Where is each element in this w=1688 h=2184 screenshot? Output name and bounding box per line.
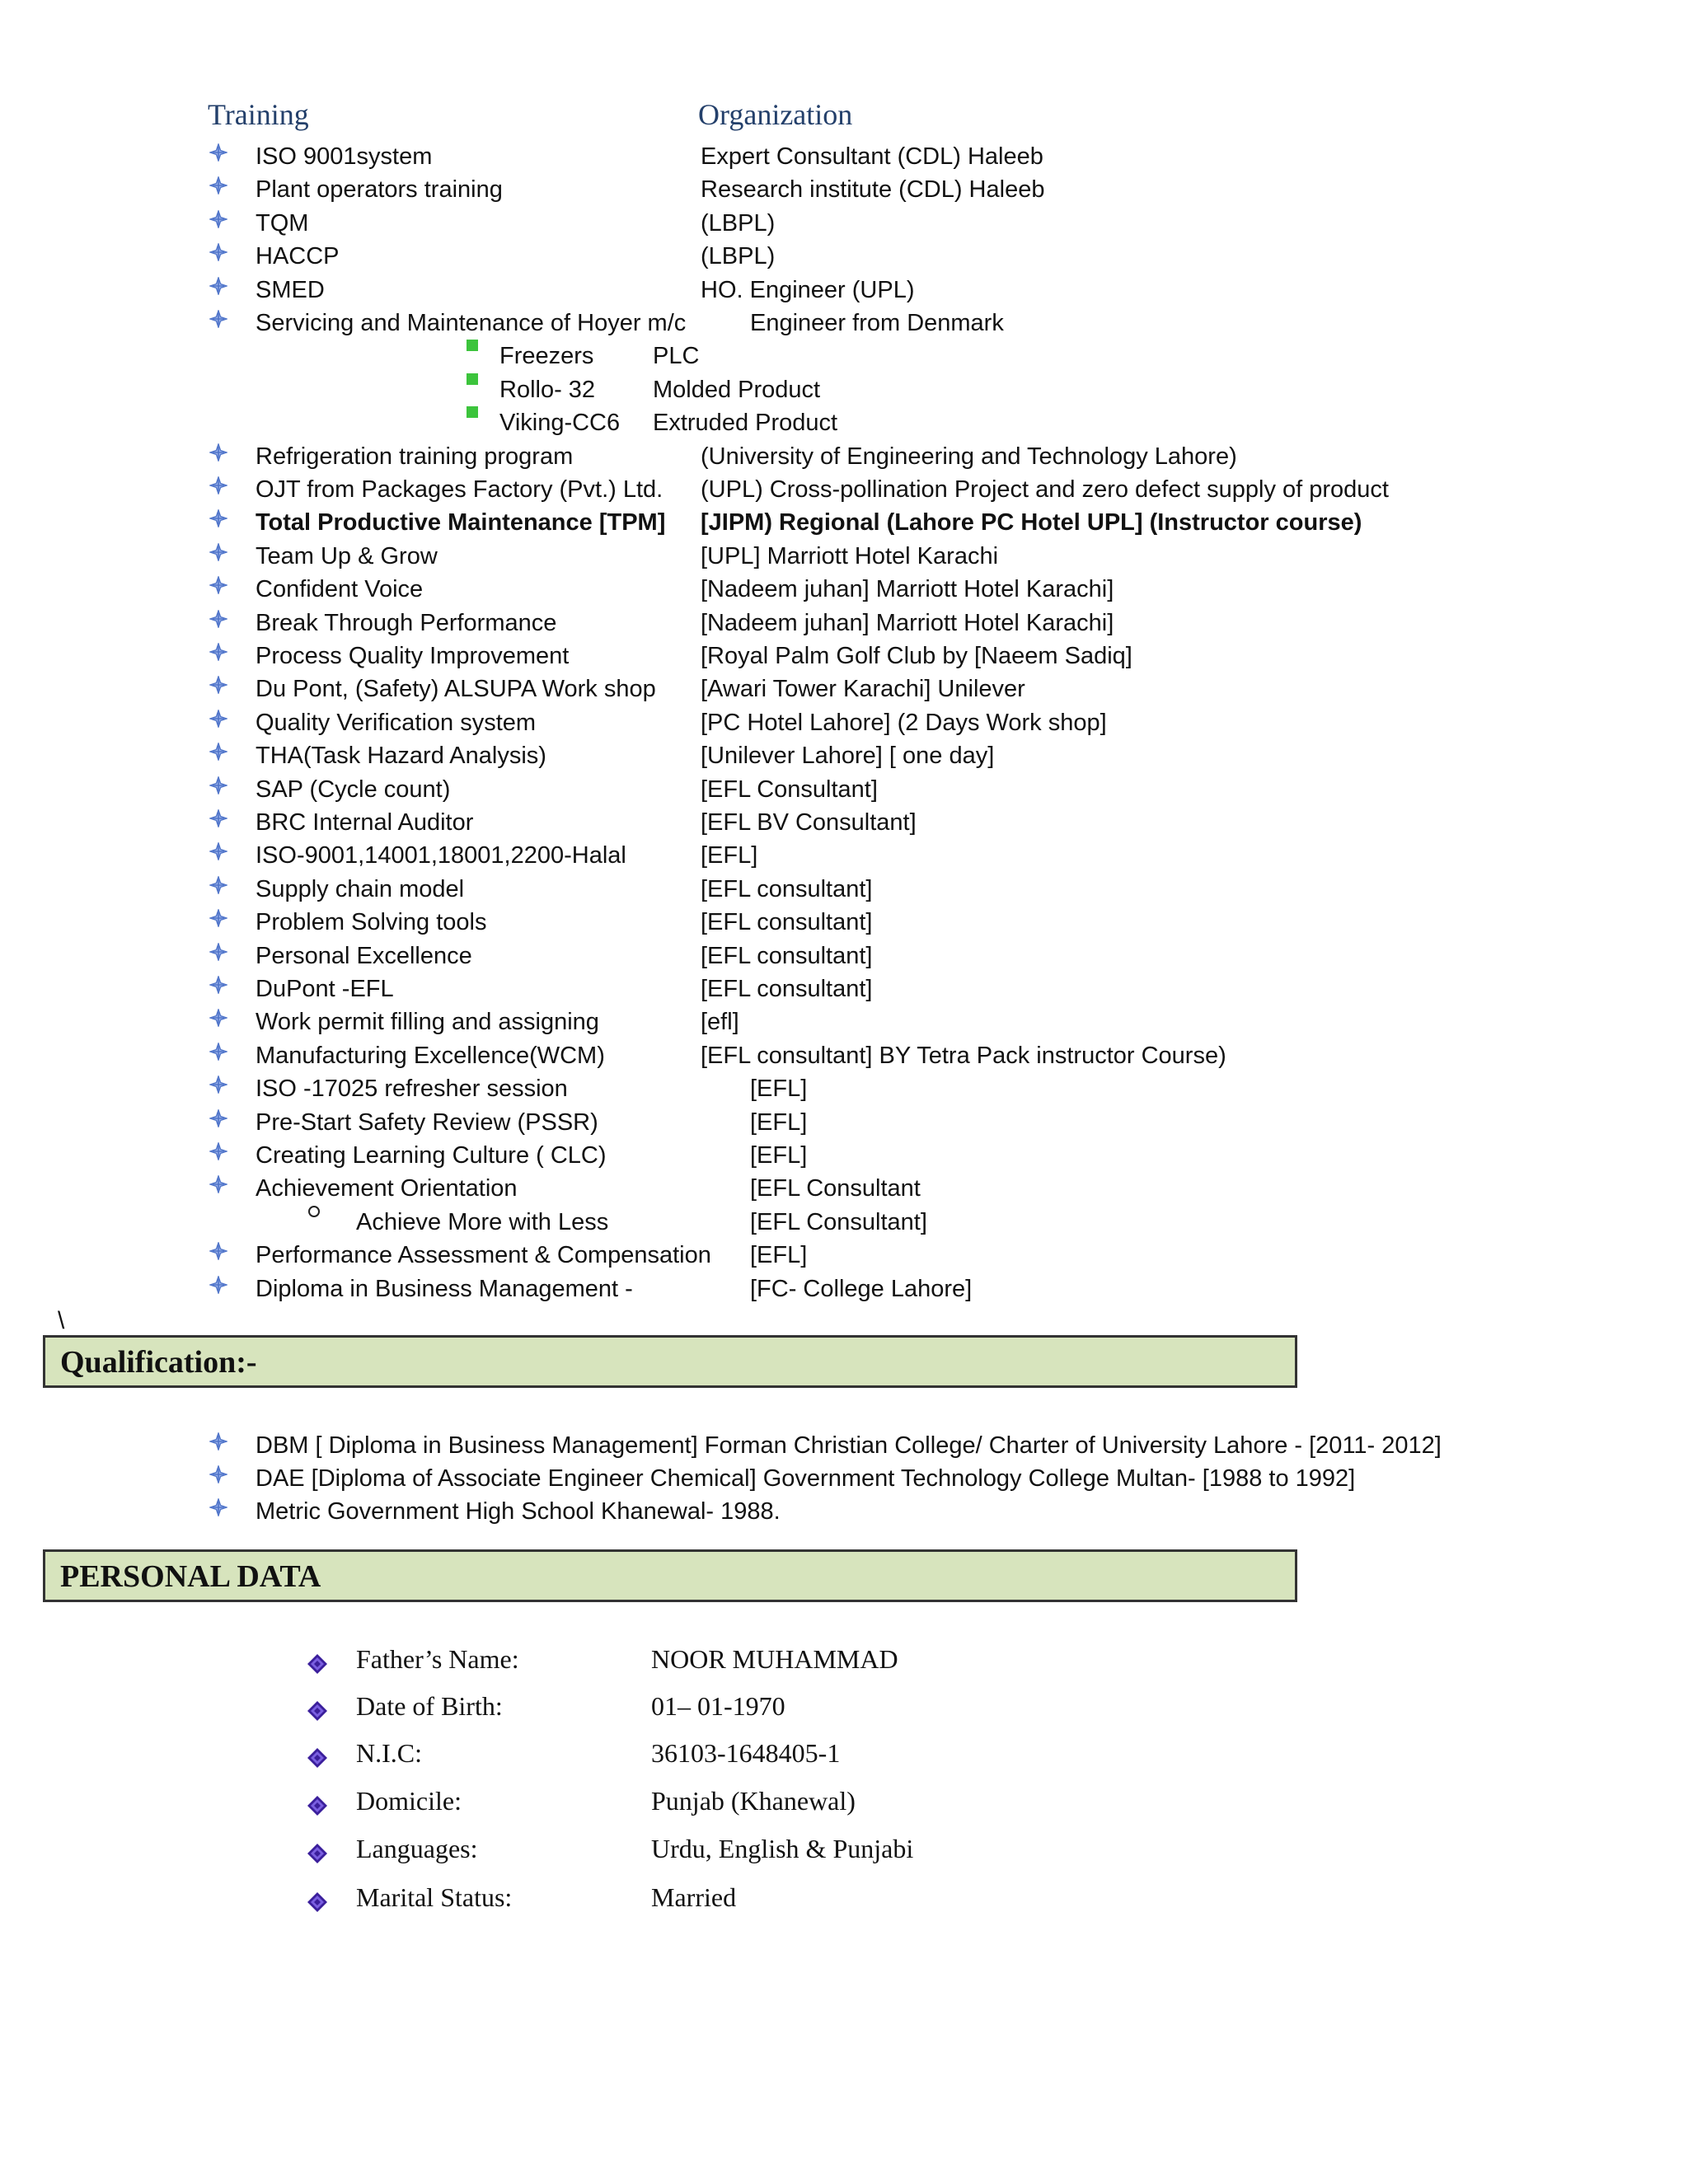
subitem-description: PLC — [653, 343, 700, 369]
training-row — [0, 806, 1688, 839]
cross-bullet-icon — [209, 1272, 232, 1305]
training-name: OJT from Packages Factory (Pvt.) Ltd. — [256, 476, 663, 503]
training-name: Work permit filling and assigning — [256, 1009, 599, 1035]
cross-bullet-icon — [209, 207, 232, 240]
cross-bullet-icon — [209, 440, 232, 473]
cross-bullet-icon — [209, 1495, 232, 1528]
personal-data-row — [0, 1734, 1688, 1772]
training-name: DuPont -EFL — [256, 976, 394, 1002]
training-organization: [EFL Consultant — [750, 1175, 921, 1202]
personal-data-row — [0, 1878, 1688, 1916]
cross-bullet-icon — [209, 240, 232, 273]
subitem-name: Achieve More with Less — [356, 1209, 609, 1235]
hoyer-subitem — [0, 406, 1688, 439]
training-name: Problem Solving tools — [256, 909, 487, 935]
cross-bullet-icon — [209, 773, 232, 806]
qualification-text: DBM [ Diploma in Business Management] Forman Christian College/ Charter of University Lahore - [2011- 2012] — [256, 1432, 1442, 1459]
training-row — [0, 506, 1688, 539]
training-name: TQM — [256, 210, 309, 237]
training-name: Diploma in Business Management - — [256, 1276, 633, 1302]
training-name: Refrigeration training program — [256, 443, 574, 470]
training-row — [0, 307, 1688, 340]
training-row — [0, 1106, 1688, 1139]
personal-data-value: 01– 01-1970 — [651, 1691, 785, 1721]
training-row — [0, 839, 1688, 872]
cross-bullet-icon — [209, 1172, 232, 1205]
cross-bullet-icon — [209, 1005, 232, 1038]
training-organization: [EFL] — [750, 1142, 808, 1169]
diamond-icon — [307, 1788, 328, 1810]
training-name: Team Up & Grow — [256, 543, 438, 569]
personal-data-row — [0, 1687, 1688, 1725]
cross-bullet-icon — [209, 873, 232, 906]
training-organization: [Awari Tower Karachi] Unilever — [701, 676, 1025, 702]
subitem-name: Viking-CC6 — [499, 410, 621, 436]
stray-backslash: \ — [58, 1307, 65, 1334]
personal-data-title: PERSONAL DATA — [60, 1559, 321, 1594]
hoyer-subitem — [0, 340, 1688, 373]
personal-data-label: N.I.C: — [356, 1738, 422, 1768]
hoyer-subitem — [0, 373, 1688, 406]
training-row — [0, 473, 1688, 506]
training-row — [0, 540, 1688, 573]
training-name: Manufacturing Excellence(WCM) — [256, 1043, 605, 1069]
training-organization: [efl] — [701, 1009, 739, 1035]
training-name: SMED — [256, 277, 325, 303]
qualification-text: DAE [Diploma of Associate Engineer Chemical] Government Technology College Multan- [1988 to 1992] — [256, 1465, 1356, 1492]
personal-data-value: Married — [651, 1882, 737, 1912]
personal-data-label: Date of Birth: — [356, 1691, 503, 1721]
training-row — [0, 440, 1688, 473]
cross-bullet-icon — [209, 972, 232, 1005]
cross-bullet-icon — [209, 607, 232, 640]
diamond-icon — [307, 1741, 328, 1762]
training-name: Confident Voice — [256, 576, 424, 602]
qualification-item — [0, 1462, 1688, 1495]
cross-bullet-icon — [209, 706, 232, 739]
training-name: Break Through Performance — [256, 610, 557, 636]
subitem-name: Freezers — [499, 343, 594, 369]
training-name: Plant operators training — [256, 176, 503, 203]
diamond-icon — [307, 1647, 328, 1668]
cross-bullet-icon — [209, 839, 232, 872]
training-row — [0, 1139, 1688, 1172]
training-name: Total Productive Maintenance [TPM] — [256, 509, 666, 536]
cross-bullet-icon — [209, 1462, 232, 1495]
training-organization: [Nadeem juhan] Marriott Hotel Karachi] — [701, 576, 1114, 602]
training-organization: [EFL] — [750, 1109, 808, 1136]
training-row — [0, 173, 1688, 206]
qualification-item — [0, 1495, 1688, 1528]
training-row — [0, 940, 1688, 972]
training-row — [0, 1039, 1688, 1072]
training-name: Pre-Start Safety Review (PSSR) — [256, 1109, 598, 1136]
training-name: ISO-9001,14001,18001,2200-Halal — [256, 842, 626, 869]
subitem-name: Rollo- 32 — [499, 377, 596, 403]
subitem-description: Extruded Product — [653, 410, 838, 436]
training-row — [0, 274, 1688, 307]
training-organization: [EFL consultant] — [701, 943, 873, 969]
cross-bullet-icon — [209, 573, 232, 606]
training-organization: Research institute (CDL) Haleeb — [701, 176, 1045, 203]
qualification-title: Qualification:- — [60, 1345, 257, 1380]
cross-bullet-icon — [209, 540, 232, 573]
cross-bullet-icon — [209, 1139, 232, 1172]
diamond-icon — [307, 1836, 328, 1858]
green-square-icon — [467, 340, 478, 351]
cross-bullet-icon — [209, 739, 232, 772]
training-row — [0, 739, 1688, 772]
cross-bullet-icon — [209, 673, 232, 705]
subitem-description: Molded Product — [653, 377, 821, 403]
green-square-icon — [467, 373, 478, 385]
cross-bullet-icon — [209, 173, 232, 206]
training-organization: [FC- College Lahore] — [750, 1276, 973, 1302]
training-row — [0, 207, 1688, 240]
training-row — [0, 607, 1688, 640]
training-name: ISO 9001system — [256, 143, 433, 170]
training-row — [0, 240, 1688, 273]
training-name: HACCP — [256, 243, 340, 269]
cross-bullet-icon — [209, 1072, 232, 1105]
training-organization: [EFL] — [750, 1242, 808, 1268]
personal-data-section-header — [43, 1549, 1297, 1602]
personal-data-label: Domicile: — [356, 1786, 462, 1816]
training-row — [0, 573, 1688, 606]
green-square-icon — [467, 406, 478, 418]
personal-data-row — [0, 1830, 1688, 1868]
personal-data-row — [0, 1640, 1688, 1678]
qualification-section-header — [43, 1335, 1297, 1388]
training-organization: [EFL consultant] — [701, 976, 873, 1002]
training-organization: (LBPL) — [701, 210, 776, 237]
cross-bullet-icon — [209, 307, 232, 340]
training-organization: [EFL] — [750, 1076, 808, 1102]
training-organization: (University of Engineering and Technology Lahore) — [701, 443, 1237, 470]
training-organization: [EFL consultant] BY Tetra Pack instructor Course) — [701, 1043, 1226, 1069]
training-row — [0, 1072, 1688, 1105]
cross-bullet-icon — [209, 1106, 232, 1139]
training-organization: [JIPM) Regional (Lahore PC Hotel UPL] (Instructor course) — [701, 509, 1362, 536]
subitem-organization: [EFL Consultant] — [750, 1209, 927, 1235]
training-column-header: Training — [208, 98, 309, 131]
training-row — [0, 906, 1688, 939]
training-organization: (UPL) Cross-pollination Project and zero defect supply of product — [701, 476, 1389, 503]
cross-bullet-icon — [209, 274, 232, 307]
training-name: BRC Internal Auditor — [256, 809, 474, 836]
training-row — [0, 972, 1688, 1005]
training-organization: [EFL consultant] — [701, 909, 873, 935]
training-organization: [Royal Palm Golf Club by [Naeem Sadiq] — [701, 643, 1132, 669]
personal-data-label: Marital Status: — [356, 1882, 513, 1912]
training-row — [0, 640, 1688, 673]
cross-bullet-icon — [209, 1429, 232, 1462]
training-row — [0, 773, 1688, 806]
training-row — [0, 1005, 1688, 1038]
training-name: ISO -17025 refresher session — [256, 1076, 568, 1102]
training-organization: [EFL BV Consultant] — [701, 809, 917, 836]
training-name: THA(Task Hazard Analysis) — [256, 743, 546, 769]
circle-bullet-icon — [308, 1206, 320, 1217]
personal-data-label: Languages: — [356, 1834, 478, 1863]
training-organization: [Nadeem juhan] Marriott Hotel Karachi] — [701, 610, 1114, 636]
cross-bullet-icon — [209, 506, 232, 539]
training-row — [0, 706, 1688, 739]
personal-data-value: Punjab (Khanewal) — [651, 1786, 856, 1816]
qualification-item — [0, 1429, 1688, 1462]
diamond-icon — [307, 1885, 328, 1906]
achievement-subitem — [0, 1206, 1688, 1239]
personal-data-value: 36103-1648405-1 — [651, 1738, 841, 1768]
cross-bullet-icon — [209, 1039, 232, 1072]
personal-data-value: Urdu, English & Punjabi — [651, 1834, 914, 1863]
training-row — [0, 673, 1688, 705]
training-name: Servicing and Maintenance of Hoyer m/c — [256, 310, 687, 336]
training-organization: HO. Engineer (UPL) — [701, 277, 915, 303]
training-row — [0, 1272, 1688, 1305]
training-name: Creating Learning Culture ( CLC) — [256, 1142, 607, 1169]
cross-bullet-icon — [209, 473, 232, 506]
training-organization: [PC Hotel Lahore] (2 Days Work shop] — [701, 710, 1107, 736]
cross-bullet-icon — [209, 640, 232, 673]
training-organization: [Unilever Lahore] [ one day] — [701, 743, 995, 769]
personal-data-value: NOOR MUHAMMAD — [651, 1644, 898, 1674]
training-row — [0, 1172, 1688, 1205]
training-name: SAP (Cycle count) — [256, 776, 451, 803]
training-name: Du Pont, (Safety) ALSUPA Work shop — [256, 676, 656, 702]
qualification-text: Metric Government High School Khanewal- 1988. — [256, 1498, 781, 1525]
training-row — [0, 1239, 1688, 1272]
training-name: Quality Verification system — [256, 710, 537, 736]
cross-bullet-icon — [209, 1239, 232, 1272]
training-name: Performance Assessment & Compensation — [256, 1242, 711, 1268]
training-row — [0, 873, 1688, 906]
training-organization: [EFL consultant] — [701, 876, 873, 902]
training-organization: Engineer from Denmark — [750, 310, 1004, 336]
training-organization: [UPL] Marriott Hotel Karachi — [701, 543, 999, 569]
cross-bullet-icon — [209, 906, 232, 939]
personal-data-row — [0, 1782, 1688, 1820]
training-name: Supply chain model — [256, 876, 465, 902]
training-name: Personal Excellence — [256, 943, 472, 969]
diamond-icon — [307, 1694, 328, 1715]
training-organization: [EFL] — [701, 842, 758, 869]
organization-column-header: Organization — [698, 98, 853, 131]
cross-bullet-icon — [209, 940, 232, 972]
cross-bullet-icon — [209, 806, 232, 839]
training-organization: [EFL Consultant] — [701, 776, 878, 803]
cross-bullet-icon — [209, 140, 232, 173]
training-row — [0, 140, 1688, 173]
training-organization: Expert Consultant (CDL) Haleeb — [701, 143, 1043, 170]
training-name: Process Quality Improvement — [256, 643, 570, 669]
training-name: Achievement Orientation — [256, 1175, 518, 1202]
personal-data-label: Father’s Name: — [356, 1644, 519, 1674]
training-organization: (LBPL) — [701, 243, 776, 269]
